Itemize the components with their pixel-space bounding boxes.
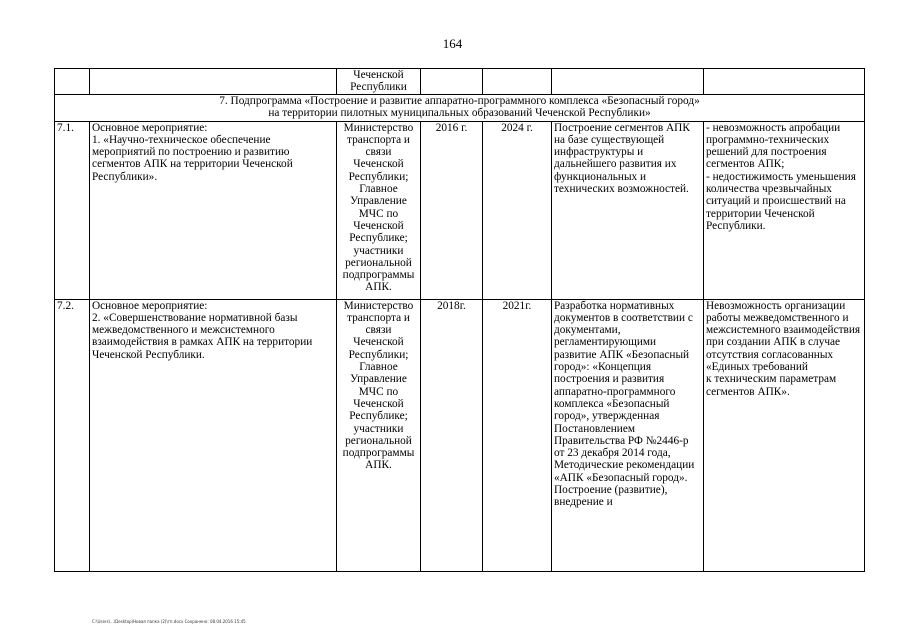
measure-cell: Основное мероприятие: 1. «Научно-техническое обеспечение мероприятий по построению и развитию сегментов АПК на территории Чеченской Республики». (90, 121, 337, 299)
document-footer: C:\Users\...\Desktop\Новая папка (2)\гп.docx Сохранено: 08.04.2016 15:45 (92, 619, 246, 624)
table-cell (483, 69, 552, 95)
table-row (55, 121, 865, 299)
consequences-cell: Невозможность организации работы межведомственного и межсистемного взаимодействия при создании АПК в случае отсутствия согласованных «Единых требований к техническим параметрам сегментов АПК». (704, 299, 865, 571)
table-cell: Чеченской Республики (337, 69, 421, 95)
result-cell: Разработка нормативных документов в соответствии с документами, регламентирующими развитие АПК «Безопасный город»: «Концепция построения и развития аппаратно-программного комплекса «Безопасный город», утвержденная Постановлением Правительства РФ №2446-р от 23 декабря 2014 года, Методические рекомендации «АПК «Безопасный город». Построение (развитие), внедрение и (552, 299, 704, 571)
table-row (55, 299, 865, 571)
table-cell (552, 69, 704, 95)
executor-cell: Министерство транспорта и связи Чеченской Республики; Главное Управление МЧС по Чеченской Республике; участники региональной подпрограммы АПК. (337, 299, 421, 571)
row-number: 7.1. (55, 121, 90, 299)
consequences-cell: - невозможность апробации программно-технических решений для построения сегментов АПК; - недостижимость уменьшения количества чрезвычайных ситуаций и происшествий на территории Чеченской Республики. (704, 121, 865, 299)
end-year-cell: 2021г. (483, 299, 552, 571)
start-year-cell: 2016 г. (421, 121, 483, 299)
end-year-cell: 2024 г. (483, 121, 552, 299)
row-number: 7.2. (55, 299, 90, 571)
result-cell: Построение сегментов АПК на базе существующей инфраструктуры и дальнейшего развития их функциональных и технических возможностей. (552, 121, 704, 299)
measure-cell: Основное мероприятие: 2. «Совершенствование нормативной базы межведомственного и межсистемного взаимодействия в рамках АПК на территории Чеченской Республики. (90, 299, 337, 571)
start-year-cell: 2018г. (421, 299, 483, 571)
executor-cell: Министерство транспорта и связи Чеченской Республики; Главное Управление МЧС по Чеченской Республике; участники региональной подпрограммы АПК. (337, 121, 421, 299)
section-header-row (55, 94, 865, 121)
table-row (55, 69, 865, 95)
page-number: 164 (442, 36, 463, 51)
section-title: 7. Подпрограмма «Построение и развитие аппаратно-программного комплекса «Безопасный город» на территории пилотных муниципальных образований Чеченской Республики» (55, 94, 865, 121)
table-cell (55, 69, 90, 95)
table-cell (421, 69, 483, 95)
table-cell (704, 69, 865, 95)
table-cell (90, 69, 337, 95)
program-table (54, 68, 865, 572)
